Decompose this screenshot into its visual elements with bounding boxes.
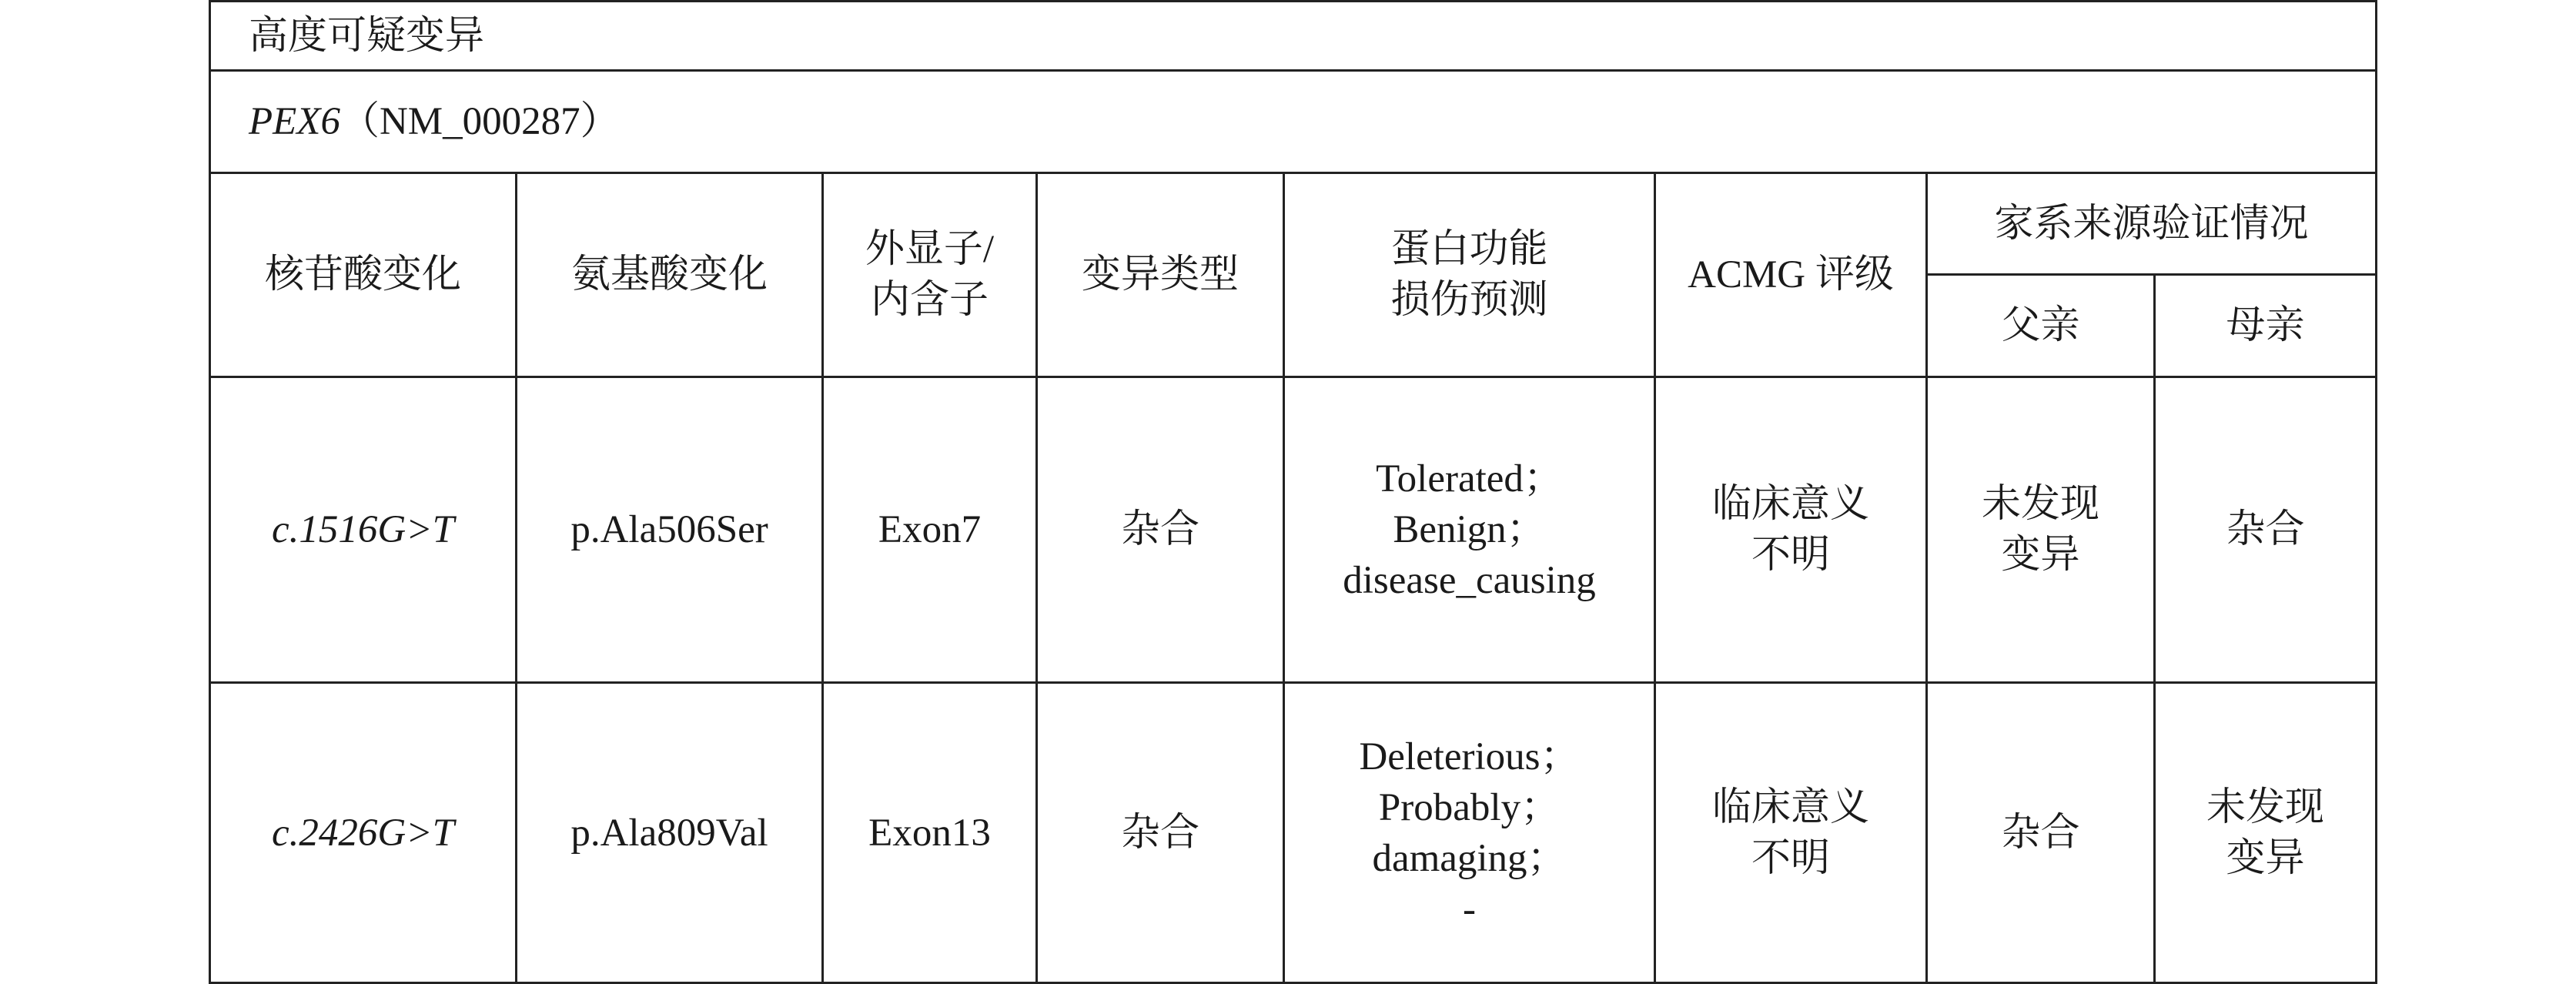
header-acmg: ACMG 评级 (1655, 173, 1927, 377)
header-variant-type: 变异类型 (1037, 173, 1284, 377)
variant-table (209, 0, 2377, 984)
variant-type-cell: 杂合 (1037, 683, 1284, 983)
header-mother: 母亲 (2155, 275, 2377, 377)
prediction-cell (1284, 377, 1655, 683)
header-prediction-line2: 损伤预测 (1390, 279, 1548, 322)
father-line: 变异 (2001, 534, 2080, 577)
section-title: 高度可疑变异 (210, 2, 2377, 71)
prediction-line: damaging； (1372, 836, 1567, 880)
mother-line: 未发现 (2206, 785, 2324, 829)
prediction-line: - (1463, 887, 1476, 931)
table-row (210, 377, 2377, 683)
father-cell (1927, 683, 2155, 983)
amino-acid-cell: p.Ala506Ser (517, 377, 823, 683)
gene-row (210, 71, 2377, 173)
prediction-line: Deleterious； (1359, 735, 1580, 778)
prediction-line: Benign； (1393, 508, 1546, 551)
mother-line: 杂合 (2226, 508, 2305, 551)
header-exon-line2: 内含子 (870, 279, 989, 322)
exon-cell: Exon13 (823, 683, 1037, 983)
prediction-cell (1284, 683, 1655, 983)
prediction-line: Tolerated； (1376, 457, 1563, 500)
header-father: 父亲 (1927, 275, 2155, 377)
mother-cell (2155, 377, 2377, 683)
acmg-cell (1655, 683, 1927, 983)
header-prediction-line1: 蛋白功能 (1390, 228, 1548, 271)
nucleotide-cell: c.2426G>T (210, 683, 517, 983)
header-row (210, 173, 2377, 275)
mother-cell (2155, 683, 2377, 983)
header-exon-line1: 外显子/ (865, 228, 995, 271)
father-line: 杂合 (2001, 811, 2080, 855)
acmg-cell (1655, 377, 1927, 683)
acmg-line: 临床意义 (1711, 483, 1869, 526)
prediction-line: disease_causing (1343, 559, 1596, 602)
header-nucleotide: 核苷酸变化 (210, 173, 517, 377)
header-amino-acid: 氨基酸变化 (517, 173, 823, 377)
header-prediction (1284, 173, 1655, 377)
prediction-line: Probably； (1378, 785, 1561, 829)
transcript-id: （NM_000287） (340, 100, 620, 143)
father-line: 未发现 (1981, 483, 2099, 526)
father-cell (1927, 377, 2155, 683)
nucleotide-cell: c.1516G>T (210, 377, 517, 683)
gene-cell (210, 71, 2377, 173)
table-row (210, 683, 2377, 983)
mother-line: 变异 (2226, 836, 2305, 880)
acmg-line: 不明 (1751, 836, 1830, 880)
section-title-row (210, 2, 2377, 71)
gene-name: PEX6 (249, 100, 340, 143)
variant-type-cell: 杂合 (1037, 377, 1284, 683)
header-exon (823, 173, 1037, 377)
exon-cell: Exon7 (823, 377, 1037, 683)
amino-acid-cell: p.Ala809Val (517, 683, 823, 983)
acmg-line: 不明 (1751, 534, 1830, 577)
acmg-line: 临床意义 (1711, 785, 1869, 829)
header-family: 家系来源验证情况 (1927, 173, 2377, 275)
